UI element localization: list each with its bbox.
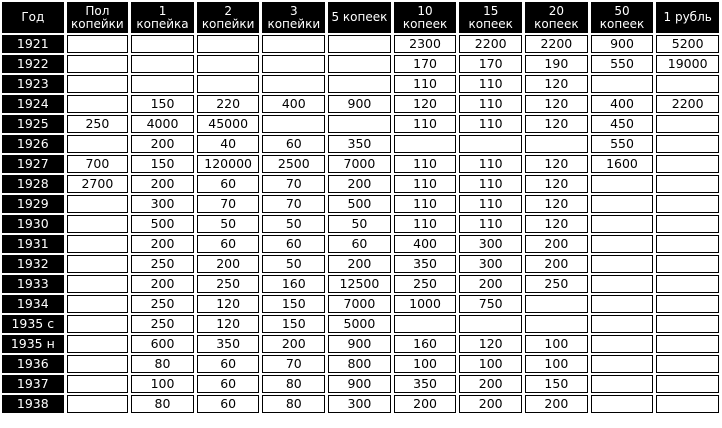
price-cell: 120	[525, 115, 588, 133]
price-cell: 300	[459, 255, 522, 273]
price-cell	[591, 235, 654, 253]
price-cell	[197, 55, 260, 73]
price-cell	[656, 135, 719, 153]
price-cell: 50	[262, 215, 325, 233]
year-cell: 1928	[2, 175, 64, 193]
price-cell	[591, 355, 654, 373]
price-cell	[656, 115, 719, 133]
price-cell: 750	[459, 295, 522, 313]
price-cell: 110	[459, 195, 522, 213]
price-cell: 7000	[328, 155, 391, 173]
price-cell: 450	[591, 115, 654, 133]
price-cell	[656, 155, 719, 173]
price-cell: 120	[525, 215, 588, 233]
table-row	[2, 215, 719, 233]
price-cell: 220	[197, 95, 260, 113]
year-cell: 1936	[2, 355, 64, 373]
price-cell: 350	[394, 255, 457, 273]
price-cell	[67, 255, 129, 273]
price-cell: 5000	[328, 315, 391, 333]
price-cell	[67, 135, 129, 153]
price-cell: 200	[459, 375, 522, 393]
price-cell: 2200	[525, 35, 588, 53]
price-cell: 500	[131, 215, 194, 233]
price-cell: 350	[197, 335, 260, 353]
price-cell: 300	[131, 195, 194, 213]
price-cell: 200	[394, 395, 457, 413]
column-header: Пол копейки	[67, 2, 129, 33]
year-cell: 1922	[2, 55, 64, 73]
price-cell: 60	[197, 355, 260, 373]
price-cell: 200	[328, 175, 391, 193]
price-cell: 100	[459, 355, 522, 373]
price-cell: 60	[197, 175, 260, 193]
price-cell: 250	[525, 275, 588, 293]
price-cell	[67, 75, 129, 93]
year-cell: 1930	[2, 215, 64, 233]
column-header: 15 копеек	[459, 2, 522, 33]
price-cell: 250	[131, 295, 194, 313]
table-row	[2, 75, 719, 93]
price-cell: 900	[328, 95, 391, 113]
price-cell: 60	[197, 395, 260, 413]
price-cell	[525, 295, 588, 313]
year-cell: 1929	[2, 195, 64, 213]
price-cell: 250	[197, 275, 260, 293]
price-cell	[656, 215, 719, 233]
price-cell	[459, 135, 522, 153]
column-header: Год	[2, 2, 64, 33]
price-cell: 200	[131, 275, 194, 293]
price-cell	[67, 375, 129, 393]
price-cell: 120	[197, 295, 260, 313]
price-cell	[656, 335, 719, 353]
price-cell	[67, 55, 129, 73]
price-cell: 2700	[67, 175, 129, 193]
table-row	[2, 395, 719, 413]
price-cell: 150	[525, 375, 588, 393]
price-cell	[328, 75, 391, 93]
price-cell	[591, 255, 654, 273]
column-header: 5 копеек	[328, 2, 391, 33]
year-cell: 1924	[2, 95, 64, 113]
price-cell: 200	[525, 235, 588, 253]
year-cell: 1938	[2, 395, 64, 413]
table-row	[2, 135, 719, 153]
table-header-row	[2, 2, 719, 33]
price-cell: 100	[394, 355, 457, 373]
price-cell: 120	[525, 175, 588, 193]
price-cell	[656, 315, 719, 333]
price-cell: 2200	[459, 35, 522, 53]
column-header: 50 копеек	[591, 2, 654, 33]
year-cell: 1927	[2, 155, 64, 173]
price-cell: 120	[525, 95, 588, 113]
price-cell	[656, 355, 719, 373]
year-cell: 1931	[2, 235, 64, 253]
price-cell	[131, 55, 194, 73]
price-cell: 900	[328, 375, 391, 393]
price-cell	[262, 55, 325, 73]
price-cell: 2500	[262, 155, 325, 173]
table-row	[2, 175, 719, 193]
price-cell: 110	[459, 215, 522, 233]
price-cell: 80	[262, 395, 325, 413]
price-cell	[67, 295, 129, 313]
price-cell	[262, 35, 325, 53]
price-cell	[591, 175, 654, 193]
price-cell: 160	[262, 275, 325, 293]
price-cell	[131, 35, 194, 53]
price-cell: 100	[525, 355, 588, 373]
year-cell: 1923	[2, 75, 64, 93]
price-cell: 80	[131, 395, 194, 413]
price-cell: 350	[394, 375, 457, 393]
table-row	[2, 275, 719, 293]
price-cell: 200	[131, 175, 194, 193]
price-cell	[591, 195, 654, 213]
price-cell: 5200	[656, 35, 719, 53]
price-cell: 60	[328, 235, 391, 253]
price-cell: 200	[197, 255, 260, 273]
price-cell	[67, 235, 129, 253]
price-cell: 120000	[197, 155, 260, 173]
price-cell: 120	[197, 315, 260, 333]
price-cell	[67, 35, 129, 53]
price-cell	[591, 335, 654, 353]
price-cell: 200	[262, 335, 325, 353]
price-cell: 50	[328, 215, 391, 233]
price-cell: 110	[394, 115, 457, 133]
table-row	[2, 155, 719, 173]
price-cell	[656, 175, 719, 193]
price-cell	[525, 315, 588, 333]
price-cell: 40	[197, 135, 260, 153]
year-cell: 1934	[2, 295, 64, 313]
price-cell	[197, 35, 260, 53]
price-cell	[591, 395, 654, 413]
column-header: 20 копеек	[525, 2, 588, 33]
year-cell: 1932	[2, 255, 64, 273]
price-cell: 350	[328, 135, 391, 153]
price-cell: 900	[328, 335, 391, 353]
year-cell: 1933	[2, 275, 64, 293]
price-cell: 700	[67, 155, 129, 173]
price-cell: 50	[262, 255, 325, 273]
year-cell: 1921	[2, 35, 64, 53]
price-cell: 70	[262, 195, 325, 213]
price-cell	[67, 95, 129, 113]
price-cell: 800	[328, 355, 391, 373]
price-cell	[67, 275, 129, 293]
price-cell: 200	[459, 395, 522, 413]
price-cell: 500	[328, 195, 391, 213]
price-cell: 45000	[197, 115, 260, 133]
price-cell: 110	[459, 155, 522, 173]
price-cell: 12500	[328, 275, 391, 293]
year-cell: 1926	[2, 135, 64, 153]
price-cell	[525, 135, 588, 153]
price-cell: 70	[262, 175, 325, 193]
table-row	[2, 115, 719, 133]
price-cell	[591, 375, 654, 393]
price-cell: 150	[131, 95, 194, 113]
column-header: 1 рубль	[656, 2, 719, 33]
price-cell	[656, 255, 719, 273]
price-cell	[67, 215, 129, 233]
price-cell: 110	[394, 175, 457, 193]
column-header: 10 копеек	[394, 2, 457, 33]
year-cell: 1935 н	[2, 335, 64, 353]
price-cell	[394, 135, 457, 153]
price-cell	[656, 235, 719, 253]
price-cell: 50	[197, 215, 260, 233]
price-cell	[394, 315, 457, 333]
price-cell: 2200	[656, 95, 719, 113]
price-cell: 80	[262, 375, 325, 393]
price-cell: 200	[459, 275, 522, 293]
price-cell: 150	[262, 315, 325, 333]
price-cell: 600	[131, 335, 194, 353]
price-cell: 550	[591, 135, 654, 153]
price-cell: 1600	[591, 155, 654, 173]
price-cell: 170	[394, 55, 457, 73]
price-cell	[591, 295, 654, 313]
price-cell: 70	[197, 195, 260, 213]
price-cell: 60	[262, 135, 325, 153]
table-row	[2, 295, 719, 313]
price-cell	[67, 335, 129, 353]
price-cell: 170	[459, 55, 522, 73]
price-cell	[67, 195, 129, 213]
price-cell: 900	[591, 35, 654, 53]
price-cell: 110	[459, 175, 522, 193]
table-row	[2, 35, 719, 53]
column-header: 2 копейки	[197, 2, 260, 33]
year-cell: 1935 с	[2, 315, 64, 333]
price-cell: 250	[131, 255, 194, 273]
table-row	[2, 315, 719, 333]
price-cell	[656, 375, 719, 393]
table-row	[2, 335, 719, 353]
price-cell: 150	[262, 295, 325, 313]
price-cell: 400	[394, 235, 457, 253]
table-row	[2, 375, 719, 393]
price-cell	[67, 355, 129, 373]
price-cell: 200	[131, 235, 194, 253]
price-cell	[656, 295, 719, 313]
price-cell: 300	[459, 235, 522, 253]
price-cell: 300	[328, 395, 391, 413]
year-cell: 1925	[2, 115, 64, 133]
price-cell: 190	[525, 55, 588, 73]
price-cell	[656, 195, 719, 213]
price-cell: 110	[459, 115, 522, 133]
price-cell: 60	[197, 375, 260, 393]
price-cell: 120	[459, 335, 522, 353]
price-cell	[67, 315, 129, 333]
price-cell	[328, 35, 391, 53]
price-cell: 200	[328, 255, 391, 273]
price-cell	[591, 75, 654, 93]
price-cell: 100	[131, 375, 194, 393]
price-cell	[591, 275, 654, 293]
price-cell: 200	[131, 135, 194, 153]
table-row	[2, 195, 719, 213]
price-cell	[656, 275, 719, 293]
column-header: 1 копейка	[131, 2, 194, 33]
price-cell: 200	[525, 255, 588, 273]
price-cell: 160	[394, 335, 457, 353]
price-cell	[459, 315, 522, 333]
price-cell	[67, 395, 129, 413]
price-cell	[591, 215, 654, 233]
price-cell: 110	[459, 95, 522, 113]
table-row	[2, 55, 719, 73]
price-cell	[656, 395, 719, 413]
price-cell: 400	[262, 95, 325, 113]
table-row	[2, 235, 719, 253]
price-cell: 7000	[328, 295, 391, 313]
price-cell: 60	[197, 235, 260, 253]
table-body	[2, 35, 719, 413]
price-cell: 4000	[131, 115, 194, 133]
price-cell: 120	[525, 155, 588, 173]
price-cell	[197, 75, 260, 93]
price-cell: 1000	[394, 295, 457, 313]
price-cell: 400	[591, 95, 654, 113]
price-cell: 110	[394, 195, 457, 213]
price-cell: 250	[131, 315, 194, 333]
table-row	[2, 95, 719, 113]
price-cell: 200	[525, 395, 588, 413]
price-cell: 70	[262, 355, 325, 373]
price-cell: 60	[262, 235, 325, 253]
price-cell: 250	[67, 115, 129, 133]
price-cell: 550	[591, 55, 654, 73]
price-cell: 120	[525, 75, 588, 93]
year-cell: 1937	[2, 375, 64, 393]
price-cell	[656, 75, 719, 93]
price-cell	[328, 55, 391, 73]
table-row	[2, 355, 719, 373]
price-cell: 250	[394, 275, 457, 293]
price-cell: 120	[525, 195, 588, 213]
price-cell	[328, 115, 391, 133]
price-cell: 150	[131, 155, 194, 173]
price-cell	[131, 75, 194, 93]
price-cell: 80	[131, 355, 194, 373]
table-row	[2, 255, 719, 273]
price-cell	[262, 75, 325, 93]
price-cell: 110	[394, 155, 457, 173]
price-cell	[262, 115, 325, 133]
price-cell: 110	[394, 215, 457, 233]
price-cell	[591, 315, 654, 333]
price-cell: 2300	[394, 35, 457, 53]
column-header: 3 копейки	[262, 2, 325, 33]
price-cell: 110	[394, 75, 457, 93]
price-cell: 19000	[656, 55, 719, 73]
price-cell: 120	[394, 95, 457, 113]
price-cell: 100	[525, 335, 588, 353]
price-cell: 110	[459, 75, 522, 93]
